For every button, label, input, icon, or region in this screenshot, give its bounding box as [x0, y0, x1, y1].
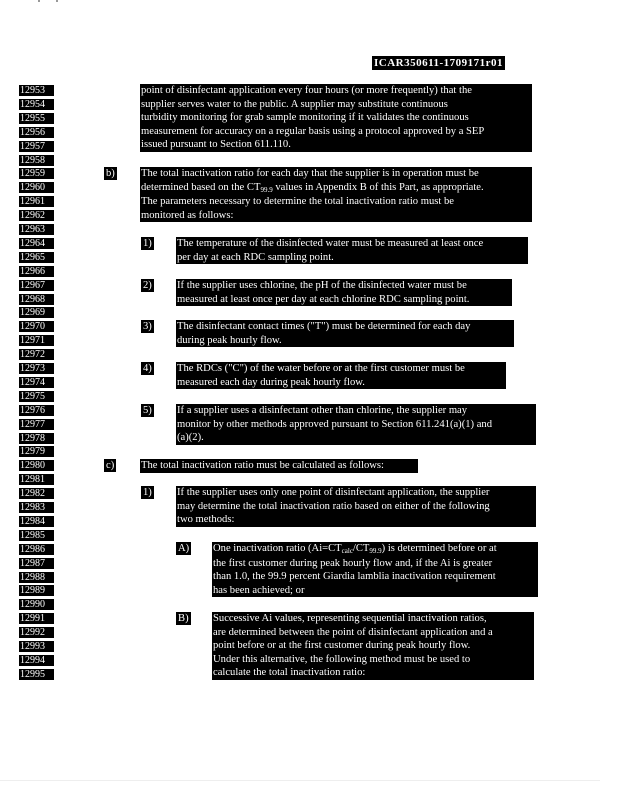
text-line: point before or at the first customer during peak hourly flow. — [213, 640, 471, 651]
line-number: 12960 — [19, 182, 54, 193]
text-line: during peak hourly flow. — [177, 334, 282, 346]
text-line: The parameters necessary to determine the total inactivation ratio must be — [141, 196, 454, 207]
item-label-c: c) — [106, 460, 115, 471]
line-number: 12972 — [19, 349, 54, 360]
text-line: measurement for accuracy on a regular basis using a protocol approved by a SEP — [141, 125, 485, 137]
item-label-c1: 1) — [143, 487, 152, 498]
line-number: 12992 — [19, 627, 54, 638]
text-line: Successive Ai values, representing sequential inactivation ratios, — [213, 613, 487, 624]
text-line: per day at each RDC sampling point. — [177, 251, 334, 263]
line-number: 12963 — [19, 224, 54, 235]
item-b2-paragraph — [176, 279, 512, 306]
line-number: 12986 — [19, 544, 54, 555]
scan-mark — [38, 0, 40, 2]
line-number: 12990 — [19, 599, 54, 610]
line-number: 12976 — [19, 405, 54, 416]
line-number: 12953 — [19, 85, 54, 96]
text-line: determined based on the $CT_{99.9}$ values in Appendix B of this Part, as appropriate. — [141, 181, 484, 194]
line-number: 12985 — [19, 530, 54, 541]
line-number: 12968 — [19, 294, 54, 305]
item-b3-paragraph — [176, 320, 514, 347]
text-line: If the supplier uses only one point of disinfectant application, the supplier — [177, 487, 490, 498]
line-number: 12958 — [19, 155, 54, 166]
intro-paragraph — [140, 84, 532, 152]
line-number: 12962 — [19, 210, 54, 221]
text-line: The total inactivation ratio for each day that the supplier is in operation must be — [141, 168, 479, 179]
text-line: monitor by other methods approved pursuant to Section 611.241(a)(1) and — [177, 418, 492, 430]
text-line: If the supplier uses chlorine, the pH of the disinfected water must be — [177, 280, 467, 291]
text-line: (a)(2). — [177, 432, 204, 443]
item-b4-paragraph — [176, 362, 506, 389]
item-label-b5: 5) — [143, 405, 152, 416]
line-number: 12980 — [19, 460, 54, 471]
line-number: 12978 — [19, 433, 54, 444]
text-line: point of disinfectant application every four hours (or more frequently) that the — [141, 85, 472, 96]
item-label-b: b) — [106, 168, 115, 179]
item-label-b2: 2) — [143, 280, 152, 291]
text-line: The total inactivation ratio must be calculated as follows: — [141, 460, 384, 471]
page-footer-rule — [0, 780, 600, 781]
line-number: 12977 — [19, 419, 54, 430]
text-line: The temperature of the disinfected water must be measured at least once — [177, 238, 484, 249]
text-line: than 1.0, the 99.9 percent Giardia lamblia inactivation requirement — [213, 571, 496, 582]
item-c-paragraph — [140, 459, 418, 473]
line-number: 12981 — [19, 474, 54, 485]
line-number: 12966 — [19, 266, 54, 277]
scan-mark — [56, 0, 58, 2]
item-label-b1: 1) — [143, 238, 152, 249]
line-number: 12961 — [19, 196, 54, 207]
text-line: measured at least once per day at each chlorine RDC sampling point. — [177, 293, 470, 305]
text-line: turbidity monitoring for grab sample monitoring if it validates the continuous — [141, 112, 469, 123]
line-number: 12959 — [19, 168, 54, 179]
item-label-cA: A) — [178, 543, 190, 554]
line-number: 12995 — [19, 669, 54, 680]
text-line: are determined between the point of disinfectant application and a — [213, 626, 493, 638]
line-number: 12979 — [19, 446, 54, 457]
item-b1-paragraph — [176, 237, 528, 264]
document-id: ICAR350611-1709171r01 — [374, 57, 504, 69]
line-number: 12971 — [19, 335, 54, 346]
text-line: measured each day during peak hourly flow. — [177, 376, 365, 388]
text-line: The RDCs ("C") of the water before or at the first customer must be — [177, 363, 465, 374]
item-b5-paragraph — [176, 404, 536, 445]
line-number: 12964 — [19, 238, 54, 249]
text-line: One inactivation ratio $(Ai=CT_{calc}/CT_{99.9})$ is determined before or at — [213, 543, 497, 555]
text-line: The disinfectant contact times ("T") must be determined for each day — [177, 321, 471, 332]
item-label-b4: 4) — [143, 363, 152, 374]
item-label-b3: 3) — [143, 321, 152, 332]
line-number: 12989 — [19, 585, 54, 596]
item-label-cB: B) — [178, 613, 189, 624]
text-line: two methods: — [177, 514, 235, 525]
item-cB-paragraph — [212, 612, 534, 680]
item-cA-paragraph — [212, 542, 538, 597]
text-line: calculate the total inactivation ratio: — [213, 667, 366, 678]
line-number: 12969 — [19, 307, 54, 318]
line-number: 12987 — [19, 558, 54, 569]
text-line: If a supplier uses a disinfectant other than chlorine, the supplier may — [177, 405, 468, 416]
text-line: has been achieved; or — [213, 584, 305, 596]
line-number: 12956 — [19, 127, 54, 138]
line-number: 12983 — [19, 502, 54, 513]
line-number: 12991 — [19, 613, 54, 624]
text-line: the first customer during peak hourly flow and, if the Ai is greater — [213, 557, 493, 569]
line-number: 12982 — [19, 488, 54, 499]
text-line: may determine the total inactivation ratio based on either of the following — [177, 500, 490, 512]
line-number: 12970 — [19, 321, 54, 332]
line-number: 12993 — [19, 641, 54, 652]
line-number: 12955 — [19, 113, 54, 124]
line-number: 12957 — [19, 141, 54, 152]
line-number: 12994 — [19, 655, 54, 666]
item-c1-paragraph — [176, 486, 536, 527]
text-line: monitored as follows: — [141, 209, 234, 221]
line-number: 12973 — [19, 363, 54, 374]
line-number: 12954 — [19, 99, 54, 110]
line-number: 12967 — [19, 280, 54, 291]
line-number: 12974 — [19, 377, 54, 388]
text-line: Under this alternative, the following method must be used to — [213, 653, 471, 665]
text-line: supplier serves water to the public. A supplier may substitute continuous — [141, 98, 448, 110]
item-b-paragraph — [140, 167, 532, 222]
line-number: 12965 — [19, 252, 54, 263]
line-number: 12975 — [19, 391, 54, 402]
line-number: 12984 — [19, 516, 54, 527]
text-line: issued pursuant to Section 611.110. — [141, 139, 291, 150]
line-number: 12988 — [19, 572, 54, 583]
